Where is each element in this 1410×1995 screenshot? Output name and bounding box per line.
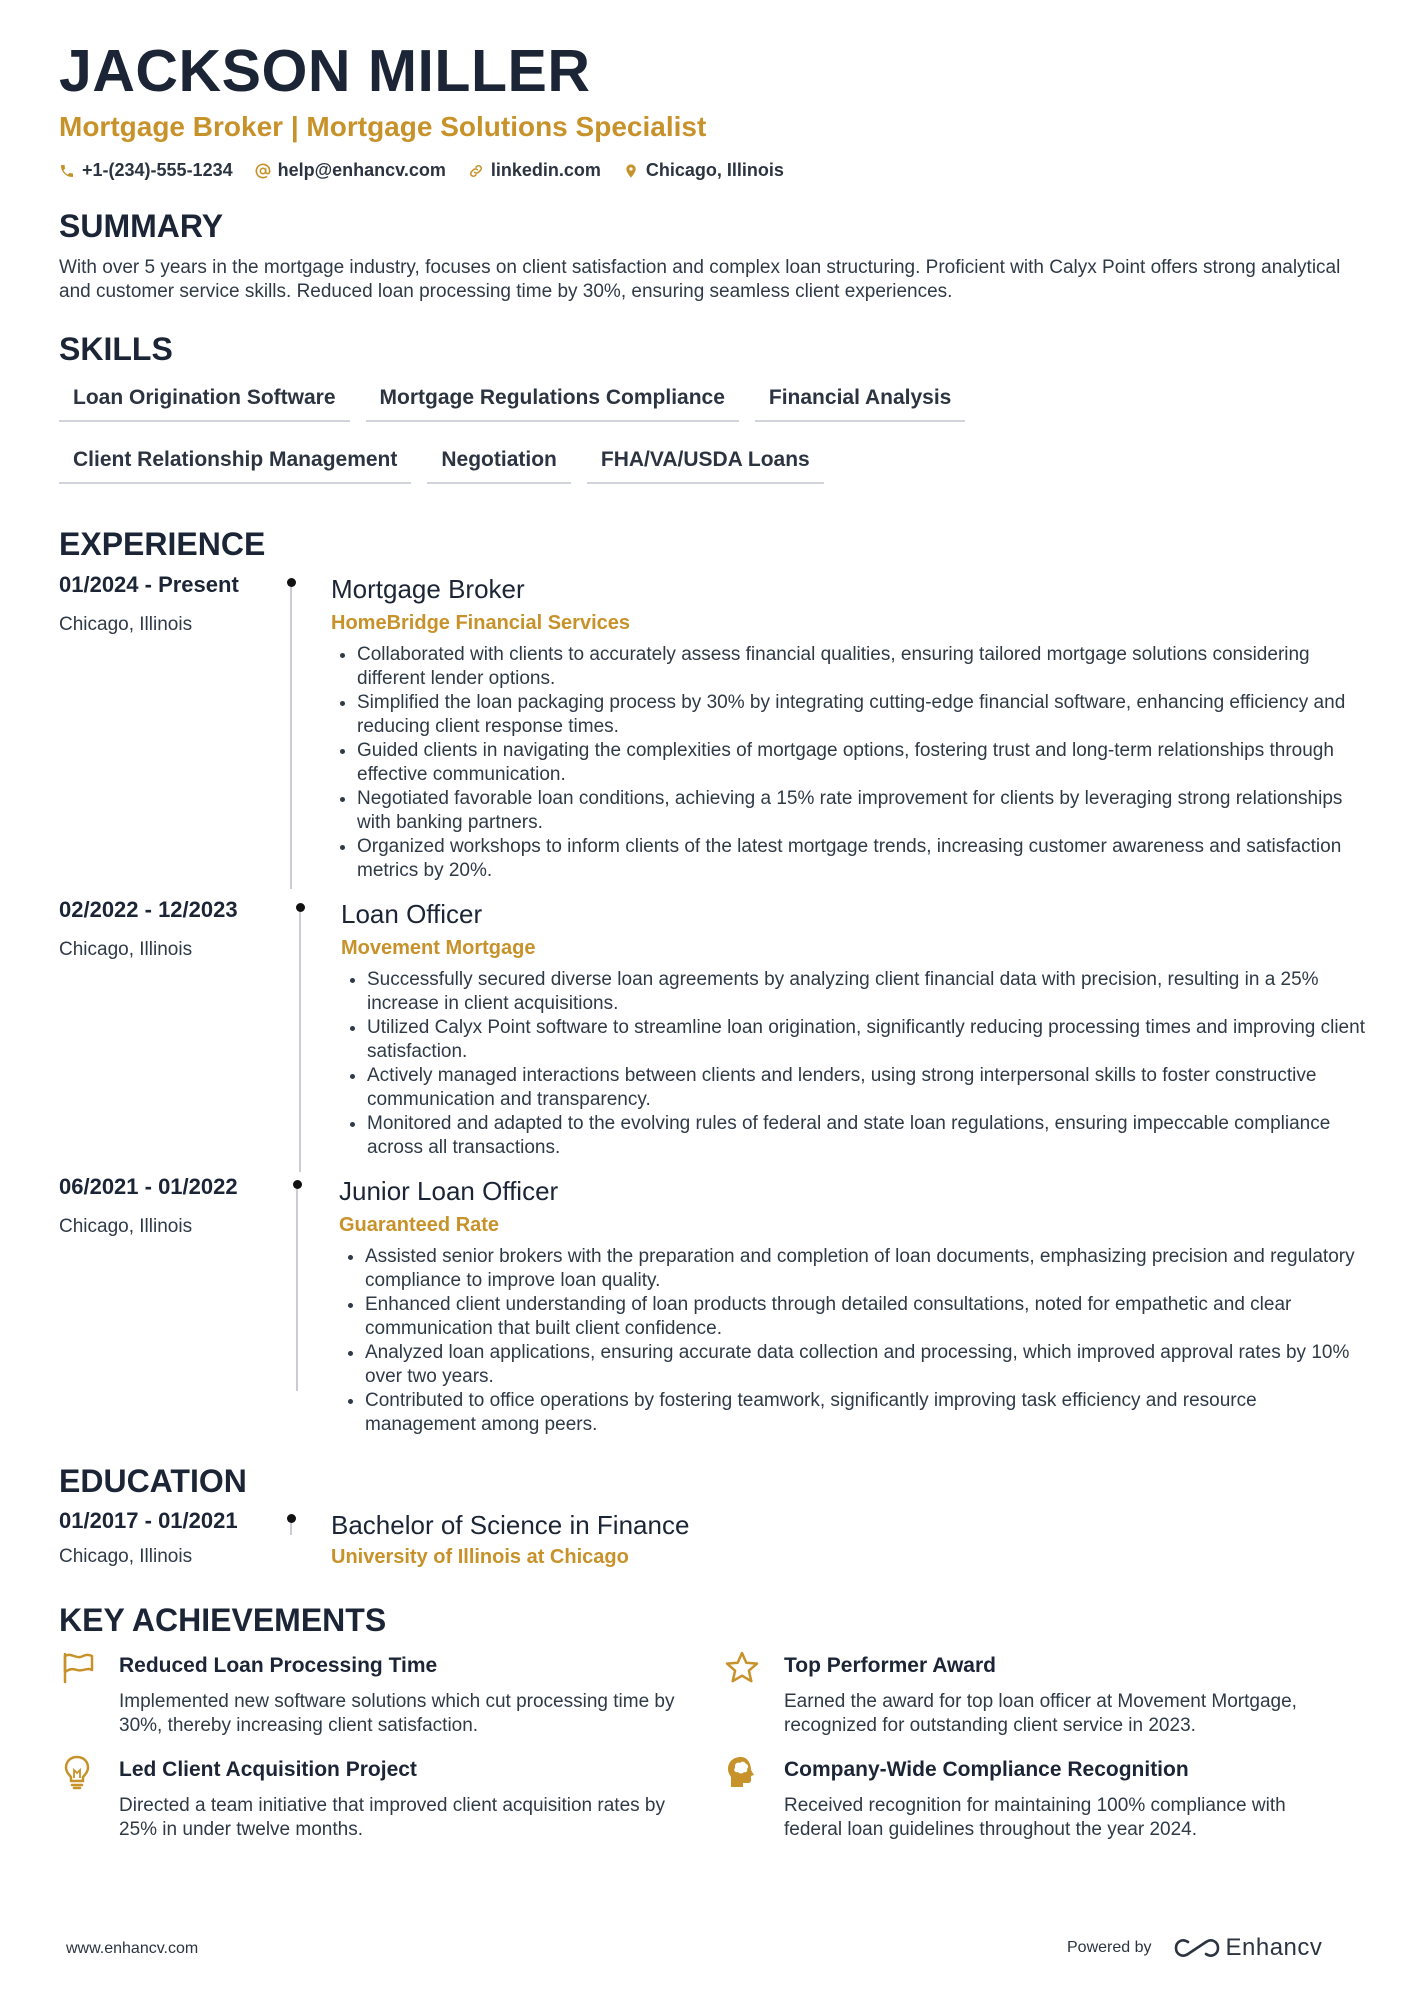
brand-name: Enhancv: [1225, 1934, 1323, 1961]
timeline-dot: [296, 903, 305, 912]
timeline-line: [290, 587, 292, 889]
experience-location: Chicago, Illinois: [59, 614, 193, 635]
experience-company: Guaranteed Rate: [339, 1214, 500, 1236]
experience-date: 02/2022 - 12/2023: [59, 897, 238, 922]
link-icon: [468, 163, 484, 179]
timeline-dot: [287, 578, 296, 587]
skill-tag: Client Relationship Management: [59, 442, 411, 484]
email-text: help@enhancv.com: [277, 160, 446, 180]
experience-bullets: [339, 1245, 1365, 1437]
location-text: Chicago, Illinois: [645, 160, 784, 180]
bullet-item: • Negotiated favorable loan conditions, achieving a 15% rate improvement for clients by leveraging strong relationships with banking partners.: [357, 787, 1357, 835]
head-brain-icon: [724, 1754, 760, 1790]
bullet-item: • Monitored and adapted to the evolving rules of federal and state loan regulations, ensuring impeccable compliance across all transactions.: [367, 1112, 1367, 1160]
skills-heading: SKILLS: [59, 331, 173, 367]
candidate-name: JACKSON MILLER: [59, 38, 591, 104]
timeline-line: [299, 912, 301, 1172]
contact-list: [59, 160, 784, 181]
star-icon: [724, 1650, 760, 1686]
education-heading: EDUCATION: [59, 1463, 247, 1499]
education-degree: Bachelor of Science in Finance: [331, 1510, 690, 1540]
footer-branding: [1067, 1934, 1322, 1962]
experience-location: Chicago, Illinois: [59, 939, 193, 960]
timeline-dot: [287, 1514, 296, 1523]
education-location: Chicago, Illinois: [59, 1546, 193, 1567]
flag-icon: [59, 1650, 95, 1686]
education-school: University of Illinois at Chicago: [331, 1546, 629, 1568]
bullet-item: • Assisted senior brokers with the preparation and completion of loan documents, emphasizing precision and regulatory compliance to improve loan quality.: [365, 1245, 1365, 1293]
experience-location: Chicago, Illinois: [59, 1216, 193, 1237]
timeline-line: [290, 1523, 292, 1535]
skill-tag: Loan Origination Software: [59, 380, 350, 422]
contact-linkedin[interactable]: [468, 160, 601, 181]
timeline-dot: [293, 1180, 302, 1189]
powered-by-label: Powered by: [1067, 1939, 1152, 1956]
achievement-title: Company-Wide Compliance Recognition: [784, 1758, 1189, 1781]
experience-company: Movement Mortgage: [341, 937, 536, 959]
achievement-title: Top Performer Award: [784, 1654, 996, 1677]
linkedin-text: linkedin.com: [490, 160, 601, 180]
bullet-item: • Enhanced client understanding of loan products through detailed consultations, noted for empathetic and clear communication that built client confidence.: [365, 1293, 1365, 1341]
achievement-text: Directed a team initiative that improved client acquisition rates by 25% in under twelve months.: [119, 1795, 665, 1840]
experience-date: 06/2021 - 01/2022: [59, 1174, 238, 1199]
achievement-text: Earned the award for top loan officer at Movement Mortgage, recognized for outstanding client service in 2023.: [784, 1691, 1297, 1736]
contact-phone[interactable]: [59, 160, 233, 181]
experience-heading: EXPERIENCE: [59, 526, 266, 562]
phone-icon: [59, 163, 75, 179]
achievement-title: Reduced Loan Processing Time: [119, 1654, 438, 1677]
skill-tag: Mortgage Regulations Compliance: [366, 380, 739, 422]
experience-bullets: [341, 968, 1367, 1160]
achievement-title: Led Client Acquisition Project: [119, 1758, 417, 1781]
at-icon: [255, 163, 271, 179]
brand-logo[interactable]: [1174, 1934, 1323, 1962]
bullet-item: • Actively managed interactions between clients and lenders, using strong interpersonal skills to foster constructive communication and transparency.: [367, 1064, 1367, 1112]
summary-heading: SUMMARY: [59, 208, 224, 244]
experience-role: Loan Officer: [341, 899, 483, 929]
skill-tag: Financial Analysis: [755, 380, 965, 422]
bullet-item: • Organized workshops to inform clients of the latest mortgage trends, increasing customer awareness and satisfaction metrics by 20%.: [357, 835, 1357, 883]
bullet-item: • Utilized Calyx Point software to streamline loan origination, significantly reducing processing times and improving client satisfaction.: [367, 1016, 1367, 1064]
bullet-item: • Successfully secured diverse loan agreements by analyzing client financial data with precision, resulting in a 25% increase in client acquisitions.: [367, 968, 1367, 1016]
achievement-text: Implemented new software solutions which cut processing time by 30%, thereby increasing client satisfaction.: [119, 1691, 675, 1736]
summary-text: With over 5 years in the mortgage industry, focuses on client satisfaction and complex loan structuring. Proficient with Calyx Point offers strong analytical and customer service skills. Reduced loan processing time by 30%, ensuring seamless client experiences.: [59, 257, 1341, 302]
lightbulb-icon: [59, 1754, 95, 1790]
location-pin-icon: [623, 163, 639, 179]
experience-company: HomeBridge Financial Services: [331, 612, 631, 634]
bullet-item: • Guided clients in navigating the complexities of mortgage options, fostering trust and long-term relationships through effective communication.: [357, 739, 1357, 787]
footer-website[interactable]: www.enhancv.com: [66, 1940, 199, 1957]
experience-role: Junior Loan Officer: [339, 1176, 559, 1206]
skill-tag: FHA/VA/USDA Loans: [587, 442, 824, 484]
timeline-line: [296, 1189, 298, 1391]
achievements-heading: KEY ACHIEVEMENTS: [59, 1602, 387, 1638]
experience-bullets: [331, 643, 1357, 883]
experience-role: Mortgage Broker: [331, 574, 525, 604]
contact-email[interactable]: [255, 160, 446, 181]
education-date: 01/2017 - 01/2021: [59, 1508, 238, 1533]
contact-location: [623, 160, 784, 181]
bullet-item: • Collaborated with clients to accurately assess financial qualities, ensuring tailored mortgage solutions considering different lender options.: [357, 643, 1357, 691]
skill-tag: Negotiation: [427, 442, 571, 484]
experience-date: 01/2024 - Present: [59, 572, 239, 597]
bullet-item: • Contributed to office operations by fostering teamwork, significantly improving task efficiency and resource management among peers.: [365, 1389, 1365, 1437]
phone-text: +1-(234)-555-1234: [82, 160, 233, 180]
bullet-item: • Simplified the loan packaging process by 30% by integrating cutting-edge financial software, enhancing efficiency and reducing client response times.: [357, 691, 1357, 739]
enhancv-logo-icon: [1174, 1936, 1220, 1960]
candidate-subtitle: Mortgage Broker | Mortgage Solutions Specialist: [59, 111, 707, 142]
skills-list: [59, 380, 1159, 484]
bullet-item: • Analyzed loan applications, ensuring accurate data collection and processing, which improved approval rates by 10% over two years.: [365, 1341, 1365, 1389]
achievement-text: Received recognition for maintaining 100% compliance with federal loan guidelines throughout the year 2024.: [784, 1795, 1286, 1840]
